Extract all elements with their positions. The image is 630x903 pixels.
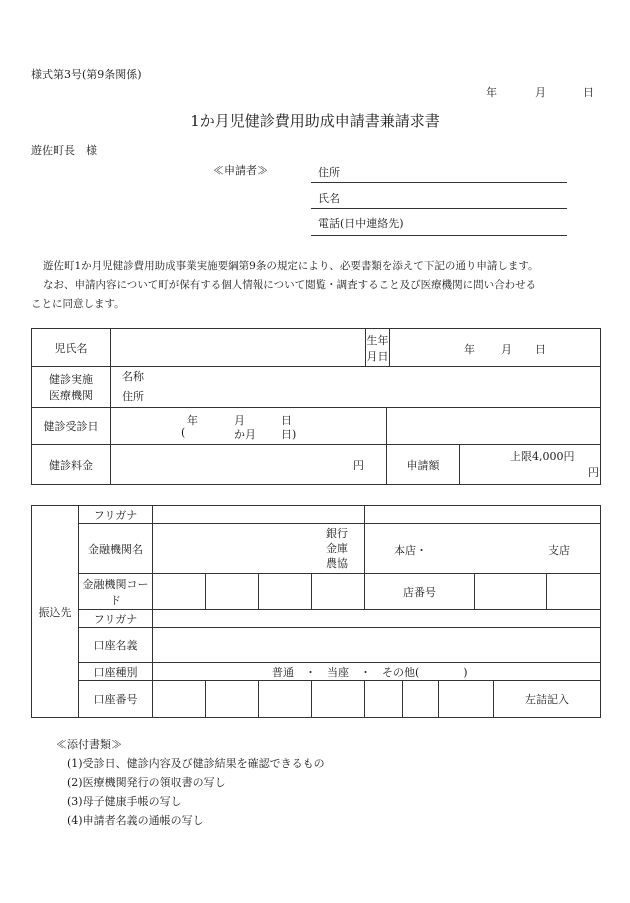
- exam-date-field[interactable]: [111, 408, 387, 445]
- date-year-label: 年: [486, 86, 497, 99]
- branch-name-field[interactable]: [365, 524, 601, 574]
- form-title: 1か月児健診費用助成申請書兼請求書: [190, 112, 440, 130]
- date-month-label: 月: [535, 86, 546, 99]
- account-type-options[interactable]: [153, 663, 601, 681]
- account-type-options-text: 普通 ・ 当座 ・ その他( ): [272, 665, 468, 679]
- fee-field[interactable]: [111, 445, 387, 485]
- attachment-item-2: (2)医療機関発行の領収書の写し: [67, 776, 226, 789]
- exam-paren-open: (: [181, 426, 186, 439]
- bank-transfer-table: [31, 505, 601, 718]
- name-underline: [311, 208, 567, 209]
- exam-date-label: 健診受診日: [32, 408, 111, 445]
- attachments-heading: ≪添付書類≫: [56, 738, 122, 751]
- exam-info-table: [31, 328, 601, 485]
- claim-amount-label: 申請額: [387, 445, 460, 485]
- applicant-phone-label: 電話(日中連絡先): [318, 217, 404, 230]
- branch-label: 支店: [548, 543, 570, 557]
- applicant-address-label: 住所: [318, 166, 340, 179]
- date-day-label: 日: [583, 86, 594, 99]
- account-number-label: 口座番号: [79, 681, 153, 718]
- fee-label: 健診料金: [32, 445, 111, 485]
- institution-label-line1: 健診実施: [49, 373, 93, 386]
- bank-furigana-field[interactable]: [153, 506, 365, 524]
- body-text-line2: なお、申請内容について町が保有する個人情報について閲覧・調査すること及び医療機関に問い合わせる: [43, 279, 537, 291]
- child-name-field[interactable]: [111, 329, 366, 367]
- claim-yen-label: 円: [588, 465, 599, 479]
- bank-code-digit-1[interactable]: [153, 574, 206, 610]
- institution-address-label: 住所: [122, 390, 144, 403]
- attachment-item-4: (4)申請者名義の通帳の写し: [67, 814, 204, 827]
- claim-limit-label: 上限4,000円: [510, 449, 575, 463]
- attachment-item-3: (3)母子健康手帳の写し: [67, 795, 182, 808]
- bank-type-ja: 農協: [326, 557, 348, 570]
- account-number-digit-3[interactable]: [259, 681, 312, 718]
- institution-label: [32, 367, 111, 408]
- applicant-name-label: 氏名: [318, 192, 340, 205]
- bank-name-label: 金融機関名: [79, 524, 153, 574]
- exam-day-label: 日: [281, 414, 292, 427]
- exam-year-label: 年: [187, 414, 198, 427]
- bank-furigana-label: フリガナ: [79, 506, 153, 524]
- body-text-line1: 遊佐町1か月児健診費用助成事業実施要綱第9条の規定により、必要書類を添えて下記の通り申請します。: [43, 260, 539, 272]
- account-holder-field[interactable]: [153, 628, 601, 663]
- account-number-digit-2[interactable]: [206, 681, 259, 718]
- exam-months-label: か月: [234, 428, 256, 441]
- exam-date-extra-field[interactable]: [387, 408, 601, 445]
- addressee: 遊佐町長 様: [31, 144, 97, 157]
- bank-code-digit-3[interactable]: [259, 574, 312, 610]
- branch-number-digit-2[interactable]: [547, 574, 601, 610]
- institution-field[interactable]: [111, 367, 601, 408]
- head-office-label: 本店・: [394, 543, 427, 557]
- address-underline: [311, 182, 567, 183]
- account-number-digit-4[interactable]: [312, 681, 365, 718]
- attachment-item-1: (1)受診日、健診内容及び健診結果を確認できるもの: [67, 757, 325, 770]
- bank-type-bank: 銀行: [326, 527, 348, 540]
- birth-month-label: 月: [501, 342, 512, 356]
- institution-label-line2: 医療機関: [49, 389, 93, 402]
- branch-number-digit-1[interactable]: [475, 574, 547, 610]
- account-number-digit-1[interactable]: [153, 681, 206, 718]
- body-text-line3: ことに同意します。: [31, 298, 125, 310]
- bank-code-label: 金融機関コード: [79, 574, 153, 610]
- bank-code-digit-4[interactable]: [312, 574, 365, 610]
- account-number-digit-7[interactable]: [439, 681, 494, 718]
- bank-name-field[interactable]: [153, 524, 365, 574]
- exam-month-label: 月: [234, 414, 245, 427]
- account-number-digit-6[interactable]: [403, 681, 439, 718]
- institution-name-label: 名称: [122, 370, 144, 383]
- holder-furigana-field[interactable]: [153, 610, 601, 628]
- birth-date-label: 生年月日: [366, 329, 390, 367]
- fee-yen-label: 円: [353, 458, 364, 472]
- applicant-label: ≪申請者≫: [213, 164, 268, 177]
- birth-year-label: 年: [464, 342, 475, 356]
- form-number: 様式第3号(第9条関係): [31, 68, 142, 81]
- child-name-label: 児氏名: [32, 329, 111, 367]
- left-align-note: 左詰記入: [494, 681, 601, 718]
- phone-underline: [311, 235, 567, 236]
- birth-date-field[interactable]: [390, 329, 601, 367]
- bank-type-shinkin: 金庫: [326, 542, 348, 555]
- birth-day-label: 日: [535, 342, 546, 356]
- holder-furigana-label: フリガナ: [79, 610, 153, 628]
- branch-number-label: 店番号: [365, 574, 475, 610]
- bank-code-digit-2[interactable]: [206, 574, 259, 610]
- account-type-label: 口座種別: [79, 663, 153, 681]
- account-number-digit-5[interactable]: [365, 681, 403, 718]
- claim-amount-field[interactable]: [460, 445, 601, 485]
- account-holder-label: 口座名義: [79, 628, 153, 663]
- transfer-to-label: 振込先: [32, 506, 79, 718]
- bank-furigana-extra-field[interactable]: [365, 506, 601, 524]
- exam-day-close: 日): [281, 428, 297, 441]
